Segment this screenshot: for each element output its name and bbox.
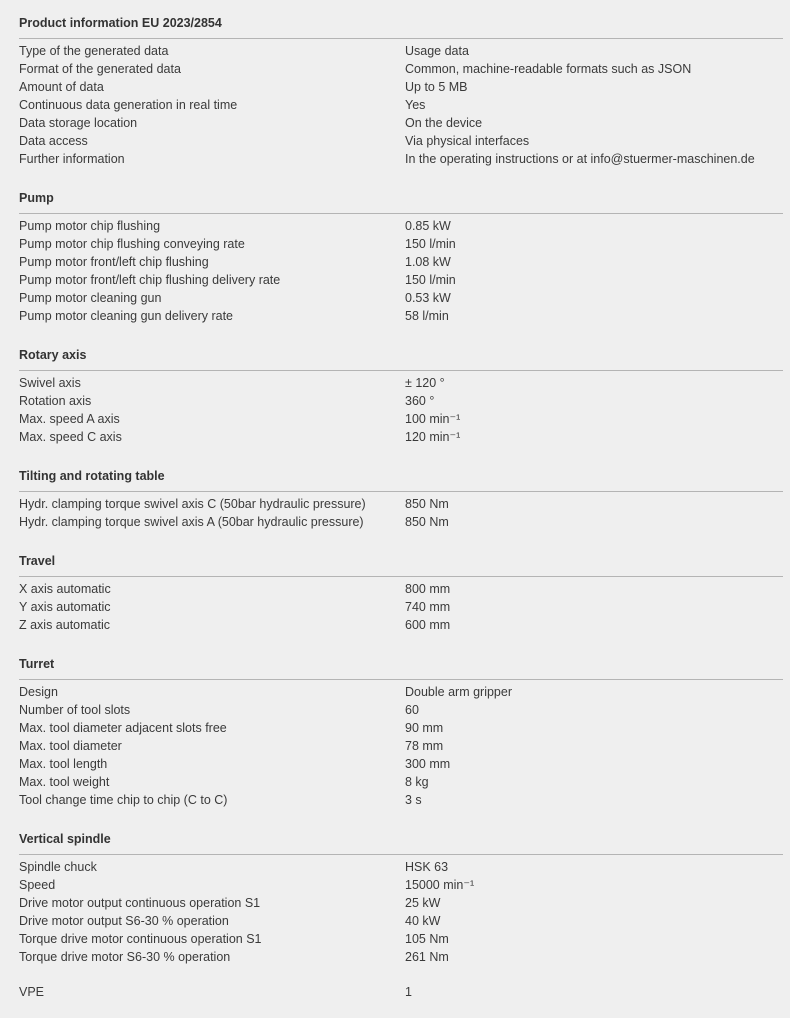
spec-row bbox=[19, 948, 783, 966]
spec-value: 58 l/min bbox=[405, 309, 449, 323]
spec-value: Double arm gripper bbox=[405, 685, 512, 699]
spec-row bbox=[19, 598, 783, 616]
spec-label: Pump motor cleaning gun delivery rate bbox=[19, 309, 234, 323]
spec-row bbox=[19, 930, 783, 948]
spec-label: Max. tool weight bbox=[19, 775, 110, 789]
section-title: Travel bbox=[19, 552, 783, 577]
spec-row bbox=[19, 289, 783, 307]
spec-label: Rotation axis bbox=[19, 394, 92, 408]
section-title: Rotary axis bbox=[19, 346, 783, 371]
spec-label: Speed bbox=[19, 878, 56, 892]
spec-row bbox=[19, 132, 783, 150]
spec-label: Drive motor output continuous operation S1 bbox=[19, 896, 261, 910]
spec-row bbox=[19, 495, 783, 513]
spec-value: Common, machine-readable formats such as JSON bbox=[405, 62, 692, 76]
section-title: Turret bbox=[19, 655, 783, 680]
spec-row bbox=[19, 773, 783, 791]
spec-label: Data storage location bbox=[19, 116, 138, 130]
spec-row bbox=[19, 374, 783, 392]
spec-value: 360 ° bbox=[405, 394, 435, 408]
spec-label: Type of the generated data bbox=[19, 44, 169, 58]
spec-value: On the device bbox=[405, 116, 483, 130]
spec-label: Tool change time chip to chip (C to C) bbox=[19, 793, 228, 807]
spec-label: Torque drive motor continuous operation S1 bbox=[19, 932, 262, 946]
section-title: Vertical spindle bbox=[19, 830, 783, 855]
spec-row bbox=[19, 683, 783, 701]
spec-label: Pump motor front/left chip flushing bbox=[19, 255, 209, 269]
spec-value: 800 mm bbox=[405, 582, 451, 596]
spec-label: Max. speed C axis bbox=[19, 430, 122, 444]
spec-label: Max. tool diameter adjacent slots free bbox=[19, 721, 227, 735]
spec-value: 78 mm bbox=[405, 739, 444, 753]
spec-row bbox=[19, 876, 783, 894]
spec-row bbox=[19, 253, 783, 271]
spec-label: Continuous data generation in real time bbox=[19, 98, 238, 112]
spec-label: Hydr. clamping torque swivel axis A (50bar hydraulic pressure) bbox=[19, 515, 364, 529]
section-product-information-eu-2023-2854 bbox=[19, 14, 783, 168]
spec-label: X axis automatic bbox=[19, 582, 111, 596]
spec-label: Z axis automatic bbox=[19, 618, 111, 632]
vpe-row bbox=[19, 983, 783, 1001]
spec-row bbox=[19, 307, 783, 325]
spec-row bbox=[19, 737, 783, 755]
spec-label: Number of tool slots bbox=[19, 703, 131, 717]
spec-row bbox=[19, 42, 783, 60]
spec-value: 90 mm bbox=[405, 721, 444, 735]
spec-row bbox=[19, 150, 783, 168]
spec-row bbox=[19, 616, 783, 634]
spec-label: Swivel axis bbox=[19, 376, 81, 390]
spec-label: Pump motor chip flushing conveying rate bbox=[19, 237, 245, 251]
spec-label: Data access bbox=[19, 134, 88, 148]
section-tilting-and-rotating-table bbox=[19, 467, 783, 531]
spec-row bbox=[19, 60, 783, 78]
spec-row bbox=[19, 271, 783, 289]
spec-row bbox=[19, 114, 783, 132]
spec-value: 740 mm bbox=[405, 600, 451, 614]
section-pump bbox=[19, 189, 783, 325]
spec-label: Torque drive motor S6-30 % operation bbox=[19, 950, 231, 964]
spec-sheet bbox=[19, 14, 783, 1001]
spec-value: 25 kW bbox=[405, 896, 441, 910]
spec-row bbox=[19, 580, 783, 598]
spec-label: Spindle chuck bbox=[19, 860, 97, 874]
spec-value: 300 mm bbox=[405, 757, 451, 771]
spec-value: 120 min⁻¹ bbox=[405, 430, 461, 444]
section-title: Tilting and rotating table bbox=[19, 467, 783, 492]
spec-row bbox=[19, 235, 783, 253]
section-vertical-spindle bbox=[19, 830, 783, 966]
spec-label: Design bbox=[19, 685, 58, 699]
spec-value: 15000 min⁻¹ bbox=[405, 878, 475, 892]
spec-value: 60 bbox=[405, 703, 419, 717]
spec-row bbox=[19, 858, 783, 876]
section-turret bbox=[19, 655, 783, 809]
spec-row bbox=[19, 410, 783, 428]
spec-value: 3 s bbox=[405, 793, 422, 807]
spec-value: 8 kg bbox=[405, 775, 429, 789]
spec-label: Max. tool diameter bbox=[19, 739, 122, 753]
spec-row bbox=[19, 217, 783, 235]
spec-value: Yes bbox=[405, 98, 426, 112]
spec-label: Further information bbox=[19, 152, 125, 166]
spec-row bbox=[19, 791, 783, 809]
spec-value: 100 min⁻¹ bbox=[405, 412, 461, 426]
spec-label: Pump motor cleaning gun bbox=[19, 291, 162, 305]
spec-row bbox=[19, 755, 783, 773]
spec-label: Amount of data bbox=[19, 80, 104, 94]
spec-label: Y axis automatic bbox=[19, 600, 111, 614]
spec-row bbox=[19, 96, 783, 114]
spec-label: Max. speed A axis bbox=[19, 412, 120, 426]
section-travel bbox=[19, 552, 783, 634]
spec-value: Up to 5 MB bbox=[405, 80, 468, 94]
spec-value: Via physical interfaces bbox=[405, 134, 530, 148]
spec-row bbox=[19, 701, 783, 719]
spec-label: Max. tool length bbox=[19, 757, 108, 771]
spec-row bbox=[19, 894, 783, 912]
spec-value: 600 mm bbox=[405, 618, 451, 632]
spec-label: Pump motor front/left chip flushing delivery rate bbox=[19, 273, 281, 287]
spec-value: 0.53 kW bbox=[405, 291, 451, 305]
spec-value: Usage data bbox=[405, 44, 469, 58]
section-rotary-axis bbox=[19, 346, 783, 446]
spec-value: 40 kW bbox=[405, 914, 441, 928]
spec-value: 0.85 kW bbox=[405, 219, 451, 233]
spec-row bbox=[19, 428, 783, 446]
vpe-label: VPE bbox=[19, 985, 45, 999]
spec-row bbox=[19, 392, 783, 410]
spec-row bbox=[19, 912, 783, 930]
spec-value: ± 120 ° bbox=[405, 376, 445, 390]
spec-row bbox=[19, 719, 783, 737]
vpe-value: 1 bbox=[405, 985, 412, 999]
section-title: Product information EU 2023/2854 bbox=[19, 14, 783, 39]
spec-row bbox=[19, 78, 783, 96]
spec-value: 261 Nm bbox=[405, 950, 449, 964]
spec-value: 150 l/min bbox=[405, 237, 456, 251]
spec-value: 150 l/min bbox=[405, 273, 456, 287]
spec-value: HSK 63 bbox=[405, 860, 449, 874]
spec-label: Drive motor output S6-30 % operation bbox=[19, 914, 229, 928]
spec-value: In the operating instructions or at info@stuermer-maschinen.de bbox=[405, 152, 755, 166]
spec-value: 1.08 kW bbox=[405, 255, 451, 269]
spec-label: Format of the generated data bbox=[19, 62, 181, 76]
spec-row bbox=[19, 513, 783, 531]
spec-value: 850 Nm bbox=[405, 515, 449, 529]
spec-value: 850 Nm bbox=[405, 497, 449, 511]
section-title: Pump bbox=[19, 189, 783, 214]
spec-label: Pump motor chip flushing bbox=[19, 219, 161, 233]
spec-value: 105 Nm bbox=[405, 932, 449, 946]
spec-label: Hydr. clamping torque swivel axis C (50bar hydraulic pressure) bbox=[19, 497, 366, 511]
